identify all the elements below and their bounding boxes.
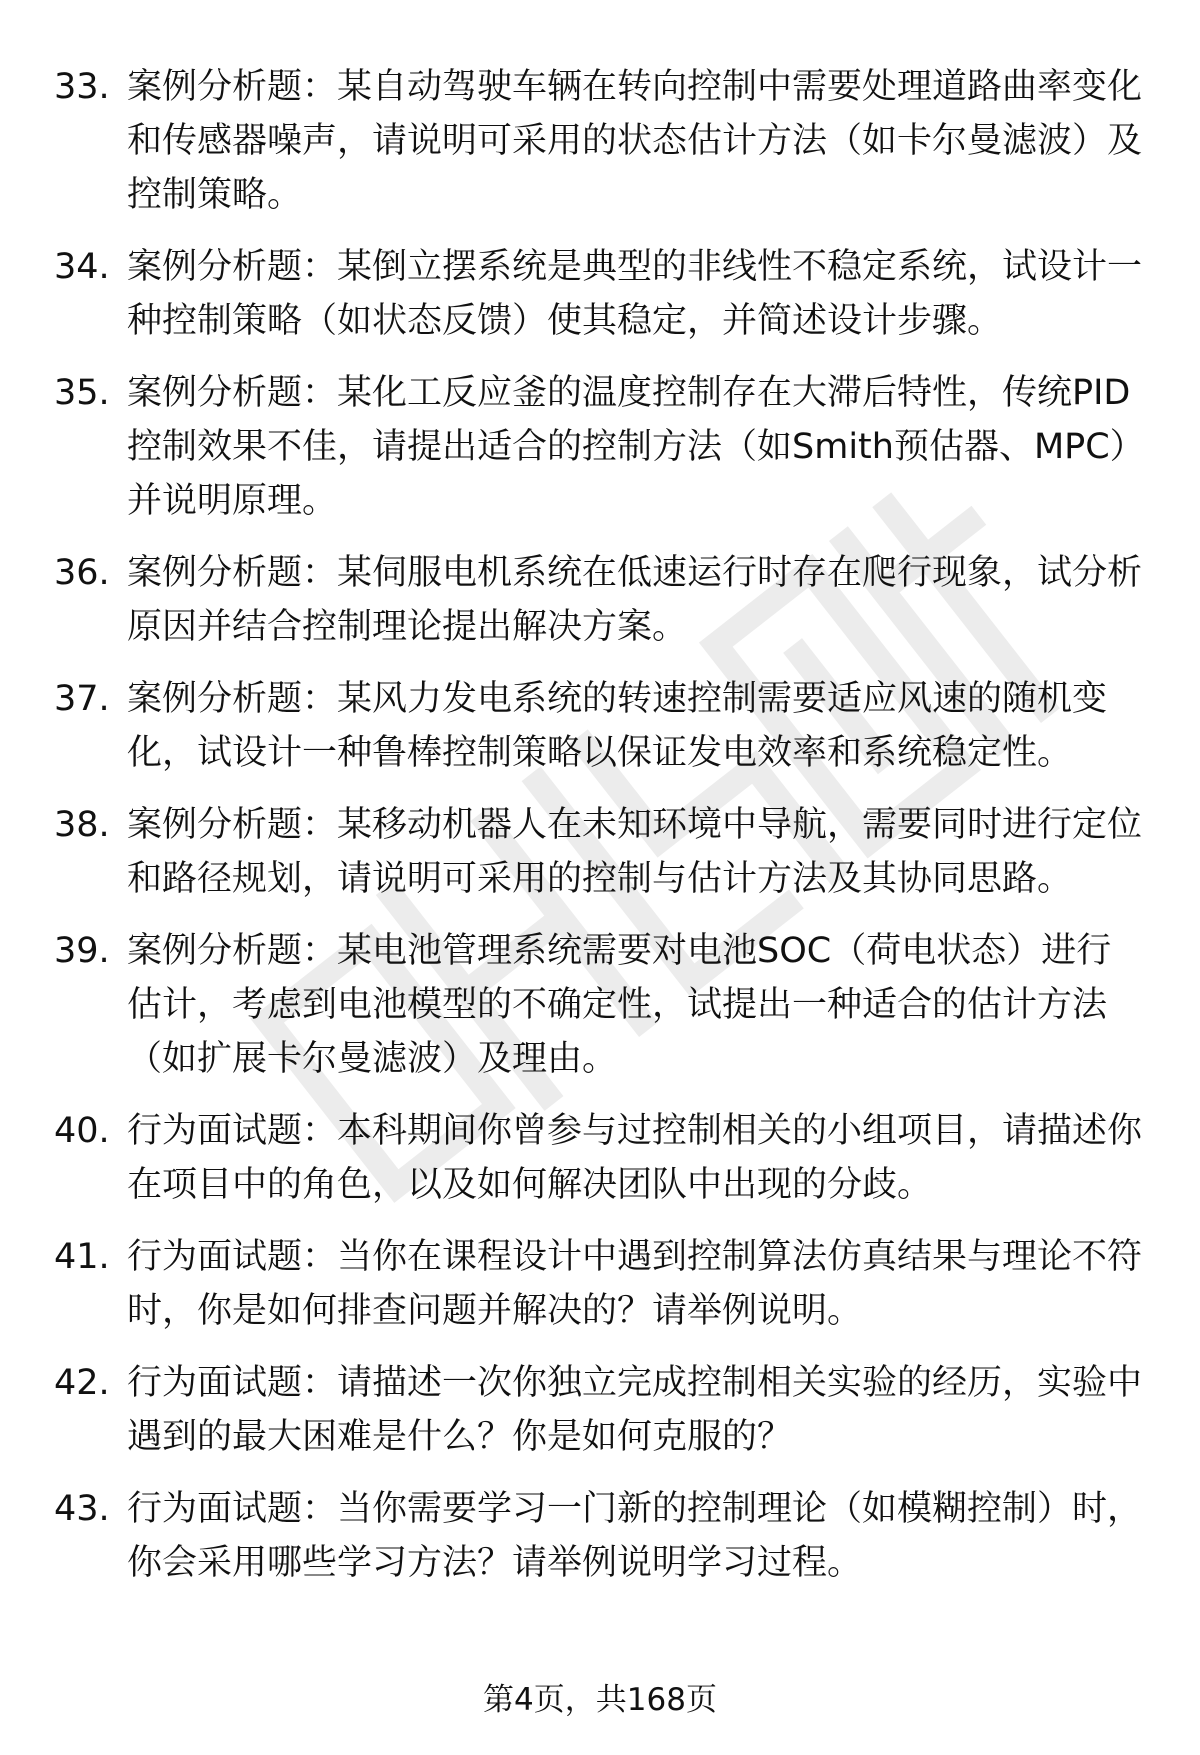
question-item bbox=[54, 1356, 1154, 1464]
question-text: 案例分析题：某电池管理系统需要对电池SOC（荷电状态）进行估计，考虑到电池模型的不确定性，试提出一种适合的估计方法（如扩展卡尔曼滤波）及理由。 bbox=[127, 931, 1112, 1079]
question-text: 案例分析题：某化工反应釜的温度控制存在大滞后特性，传统PID控制效果不佳，请提出适合的控制方法（如Smith预估器、MPC）并说明原理。 bbox=[127, 373, 1145, 521]
question-text: 行为面试题：请描述一次你独立完成控制相关实验的经历，实验中遇到的最大困难是什么？你是如何克服的？ bbox=[127, 1363, 1143, 1457]
question-text: 案例分析题：某倒立摆系统是典型的非线性不稳定系统，试设计一种控制策略（如状态反馈）使其稳定，并简述设计步骤。 bbox=[127, 247, 1143, 341]
question-item bbox=[54, 546, 1154, 654]
question-number: 36. bbox=[54, 553, 110, 593]
question-text: 案例分析题：某伺服电机系统在低速运行时存在爬行现象，试分析原因并结合控制理论提出解决方案。 bbox=[127, 553, 1143, 647]
page-number-footer: 第4页，共168页 bbox=[483, 1682, 717, 1718]
question-text: 案例分析题：某风力发电系统的转速控制需要适应风速的随机变化，试设计一种鲁棒控制策略以保证发电效率和系统稳定性。 bbox=[127, 679, 1108, 773]
question-item bbox=[54, 1230, 1154, 1338]
question-number: 41. bbox=[54, 1237, 110, 1277]
question-number: 35. bbox=[54, 373, 110, 413]
question-text: 案例分析题：某移动机器人在未知环境中导航，需要同时进行定位和路径规划，请说明可采用的控制与估计方法及其协同思路。 bbox=[127, 805, 1143, 899]
question-item bbox=[54, 924, 1154, 1086]
question-number: 42. bbox=[54, 1363, 110, 1403]
question-item bbox=[54, 672, 1154, 780]
question-number: 33. bbox=[54, 67, 110, 107]
question-item bbox=[54, 366, 1154, 528]
question-item bbox=[54, 798, 1154, 906]
question-number: 40. bbox=[54, 1111, 110, 1151]
question-item bbox=[54, 1482, 1154, 1590]
question-text: 行为面试题：当你在课程设计中遇到控制算法仿真结果与理论不符时，你是如何排查问题并解决的？请举例说明。 bbox=[127, 1237, 1143, 1331]
question-text: 行为面试题：当你需要学习一门新的控制理论（如模糊控制）时，你会采用哪些学习方法？请举例说明学习过程。 bbox=[127, 1489, 1143, 1583]
question-text: 案例分析题：某自动驾驶车辆在转向控制中需要处理道路曲率变化和传感器噪声，请说明可采用的状态估计方法（如卡尔曼滤波）及控制策略。 bbox=[127, 67, 1143, 215]
question-number: 37. bbox=[54, 679, 110, 719]
question-text: 行为面试题：本科期间你曾参与过控制相关的小组项目，请描述你在项目中的角色，以及如何解决团队中出现的分歧。 bbox=[127, 1111, 1143, 1205]
question-item bbox=[54, 240, 1154, 348]
question-item bbox=[54, 60, 1154, 222]
question-number: 39. bbox=[54, 931, 110, 971]
question-list bbox=[54, 60, 1154, 1608]
question-number: 34. bbox=[54, 247, 110, 287]
question-number: 43. bbox=[54, 1489, 110, 1529]
question-number: 38. bbox=[54, 805, 110, 845]
question-item bbox=[54, 1104, 1154, 1212]
